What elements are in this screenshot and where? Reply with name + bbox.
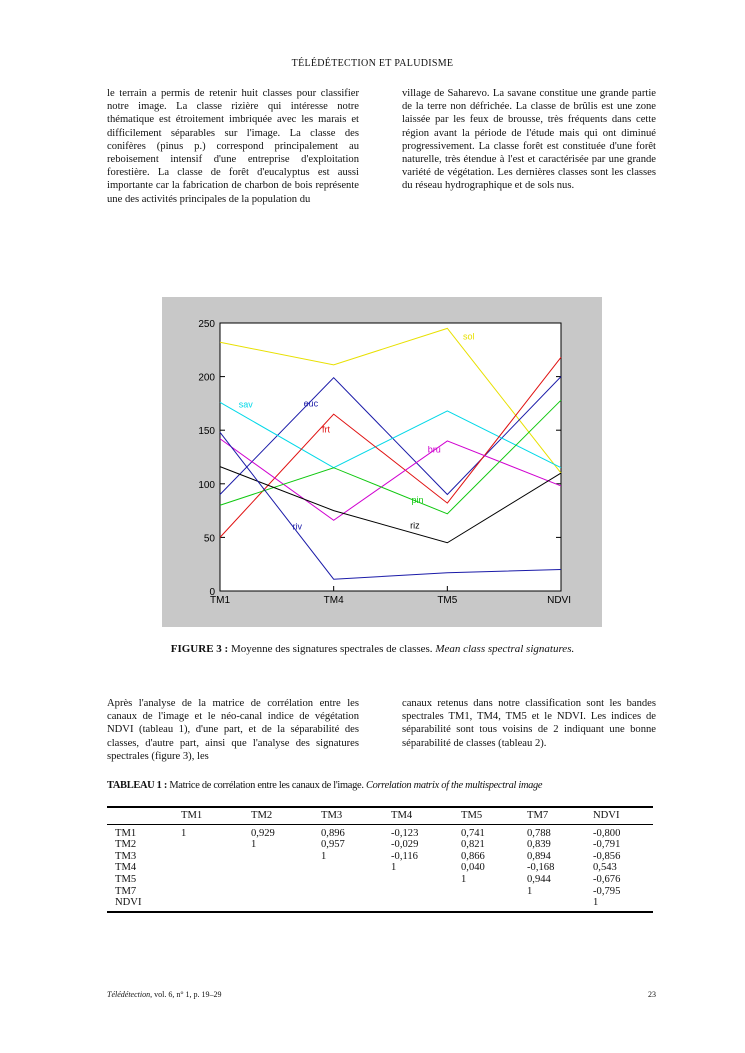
column-header: TM7	[519, 807, 585, 824]
body-text-mid-right	[402, 697, 656, 750]
correlation-table	[107, 806, 653, 913]
table-caption	[107, 780, 542, 791]
table-cell	[313, 897, 383, 912]
body-text-top-right	[402, 87, 656, 193]
table-cell	[383, 874, 453, 886]
table-row	[107, 839, 653, 851]
table-cell: 1	[391, 862, 397, 874]
table-cell	[173, 839, 243, 851]
table-cell: -0,168	[527, 862, 555, 874]
table-cell: 0,741	[461, 827, 485, 839]
x-tick-label: NDVI	[547, 595, 571, 606]
table-cell: -0,791	[593, 839, 621, 851]
column-header: TM5	[453, 807, 519, 824]
paragraph: canaux retenus dans notre classification sont les bandes spectrales TM1, TM4, TM5 et le NDVI. Les indices de séparabilité sont tous voisins de 2 indiquant une bonne séparabilité de classes (tableau 2).	[402, 698, 656, 749]
table-cell	[173, 851, 243, 863]
row-header: NDVI	[115, 897, 142, 909]
table-cell: -0,029	[391, 839, 419, 851]
column-header	[107, 807, 173, 824]
paragraph: village de Saharevo. La savane constitue une grande partie de la terre non défrichée. La classe de brûlis est une zone laissée par les feux de brousse, très fréquents dans cette région avant la période de l'étude mais qui ont diminué progressivement. La classe forêt est constituée d'une forêt naturelle, très étendue à l'est et caractérisée par une grande variété de végétation. Les dernières classes sont les classes du réseau hydrographique et de sols nus.	[402, 88, 656, 192]
table-row	[107, 824, 653, 839]
table-cell: 0,944	[527, 873, 551, 885]
figure-label: FIGURE 3 :	[170, 643, 229, 655]
column-header: TM3	[313, 807, 383, 824]
table-label: TABLEAU 1 :	[107, 780, 168, 791]
table-row	[107, 886, 653, 898]
table-cell: 0,957	[321, 839, 345, 851]
series-label-pin: pin	[411, 494, 424, 505]
running-header: TÉLÉDÉTECTION ET PALUDISME	[291, 58, 454, 69]
table-cell: -0,676	[593, 873, 621, 885]
table-cell	[383, 886, 453, 898]
table-cell	[243, 874, 313, 886]
table-cell: -0,795	[593, 885, 621, 897]
table-cell	[453, 886, 519, 898]
figure-caption-en: Mean class spectral signatures.	[435, 643, 575, 655]
figure-caption	[0, 643, 745, 655]
table-cell: 1	[593, 897, 599, 909]
row-header: TM7	[115, 885, 137, 897]
spectral-signature-chart	[162, 297, 602, 627]
y-tick-label: 100	[198, 479, 215, 491]
row-header: TM4	[115, 862, 137, 874]
column-header: TM4	[383, 807, 453, 824]
table-cell: 1	[461, 873, 467, 885]
column-header: TM1	[173, 807, 243, 824]
table-cell	[173, 886, 243, 898]
table-row	[107, 897, 653, 912]
paragraph: le terrain a permis de retenir huit classes pour classifier notre image. La classe rizière qui intéresse notre thématique est étroitement imbriquée avec les marais et difficilement séparables sur l'image. La classe des conifères (pinus p.) correspond principalement au reboisement intensif d'une entreprise d'exploitation forestière. La classe de forêt d'eucalyptus est aussi importante car la fabrication de charbon de bois représente une des activités principales de la population du	[107, 88, 359, 205]
table-row	[107, 874, 653, 886]
table-cell: 0,543	[593, 862, 617, 874]
series-label-sav: sav	[238, 399, 253, 410]
figure-caption-fr: Moyenne des signatures spectrales de classes.	[230, 643, 433, 655]
table-body	[107, 824, 653, 912]
table-cell: -0,856	[593, 850, 621, 862]
y-tick-label: 250	[198, 319, 215, 330]
table-caption-fr: Matrice de corrélation entre les canaux de l'image.	[169, 780, 364, 791]
table-cell: 1	[527, 885, 533, 897]
table-header-row	[107, 807, 653, 824]
x-tick-label: TM1	[210, 595, 230, 606]
series-label-euc: euc	[303, 398, 319, 409]
row-header: TM2	[115, 839, 137, 851]
y-tick-label: 0	[209, 587, 215, 598]
table-cell	[243, 851, 313, 863]
table-cell: 0,040	[461, 862, 485, 874]
table-cell: 0,866	[461, 850, 485, 862]
table-cell	[313, 886, 383, 898]
table-cell: -0,800	[593, 827, 621, 839]
y-tick-label: 150	[198, 426, 215, 438]
table-cell: 0,896	[321, 827, 345, 839]
table-cell: 0,821	[461, 839, 485, 851]
y-tick-label: 200	[198, 372, 215, 384]
table-cell: 0,788	[527, 827, 551, 839]
table-cell	[313, 874, 383, 886]
series-label-bru: bru	[427, 444, 441, 455]
table-cell	[453, 897, 519, 912]
body-text-top-left	[107, 87, 359, 206]
series-label-frt: frt	[321, 424, 330, 435]
paragraph: Après l'analyse de la matrice de corrélation entre les canaux de l'image et le néo-canal indice de végétation NDVI (tableau 1), d'une part, et de la séparabilité des classes, d'autre part, ainsi que l'analyse des signatures spectrales (figure 3), les	[107, 698, 359, 762]
table-cell	[313, 862, 383, 874]
table-cell	[243, 897, 313, 912]
journal-name: Télédétection	[107, 990, 151, 999]
page-number: 23	[648, 990, 656, 999]
table-cell	[173, 862, 243, 874]
table-cell	[243, 862, 313, 874]
row-header: TM1	[115, 827, 137, 839]
table-cell: -0,123	[391, 827, 419, 839]
table-row	[107, 851, 653, 863]
table-cell: -0,116	[391, 850, 418, 862]
x-tick-label: TM5	[437, 595, 458, 606]
table-cell	[383, 897, 453, 912]
series-label-riv: riv	[292, 521, 302, 532]
citation-details: , vol. 6, n° 1, p. 19–29	[150, 990, 222, 999]
y-tick-label: 50	[203, 533, 215, 545]
figure-3-panel	[162, 297, 602, 627]
table-row	[107, 862, 653, 874]
table-cell	[519, 897, 585, 912]
table-cell	[173, 897, 243, 912]
series-label-riz: riz	[410, 520, 420, 531]
table-cell: 1	[181, 827, 187, 839]
body-text-mid-left	[107, 697, 359, 763]
series-label-sol: sol	[462, 331, 475, 342]
table-cell	[173, 874, 243, 886]
table-cell: 0,894	[527, 850, 551, 862]
column-header: TM2	[243, 807, 313, 824]
table-cell	[243, 886, 313, 898]
table-cell: 1	[251, 839, 257, 851]
table-cell: 0,929	[251, 827, 275, 839]
column-header: NDVI	[585, 807, 653, 824]
table-cell: 1	[321, 850, 327, 862]
x-tick-label: TM4	[323, 595, 344, 606]
plot-area	[220, 323, 561, 591]
row-header: TM3	[115, 850, 137, 862]
row-header: TM5	[115, 873, 137, 885]
footer-citation	[107, 990, 222, 999]
table-caption-en: Correlation matrix of the multispectral image	[365, 780, 543, 791]
table-cell: 0,839	[527, 839, 551, 851]
